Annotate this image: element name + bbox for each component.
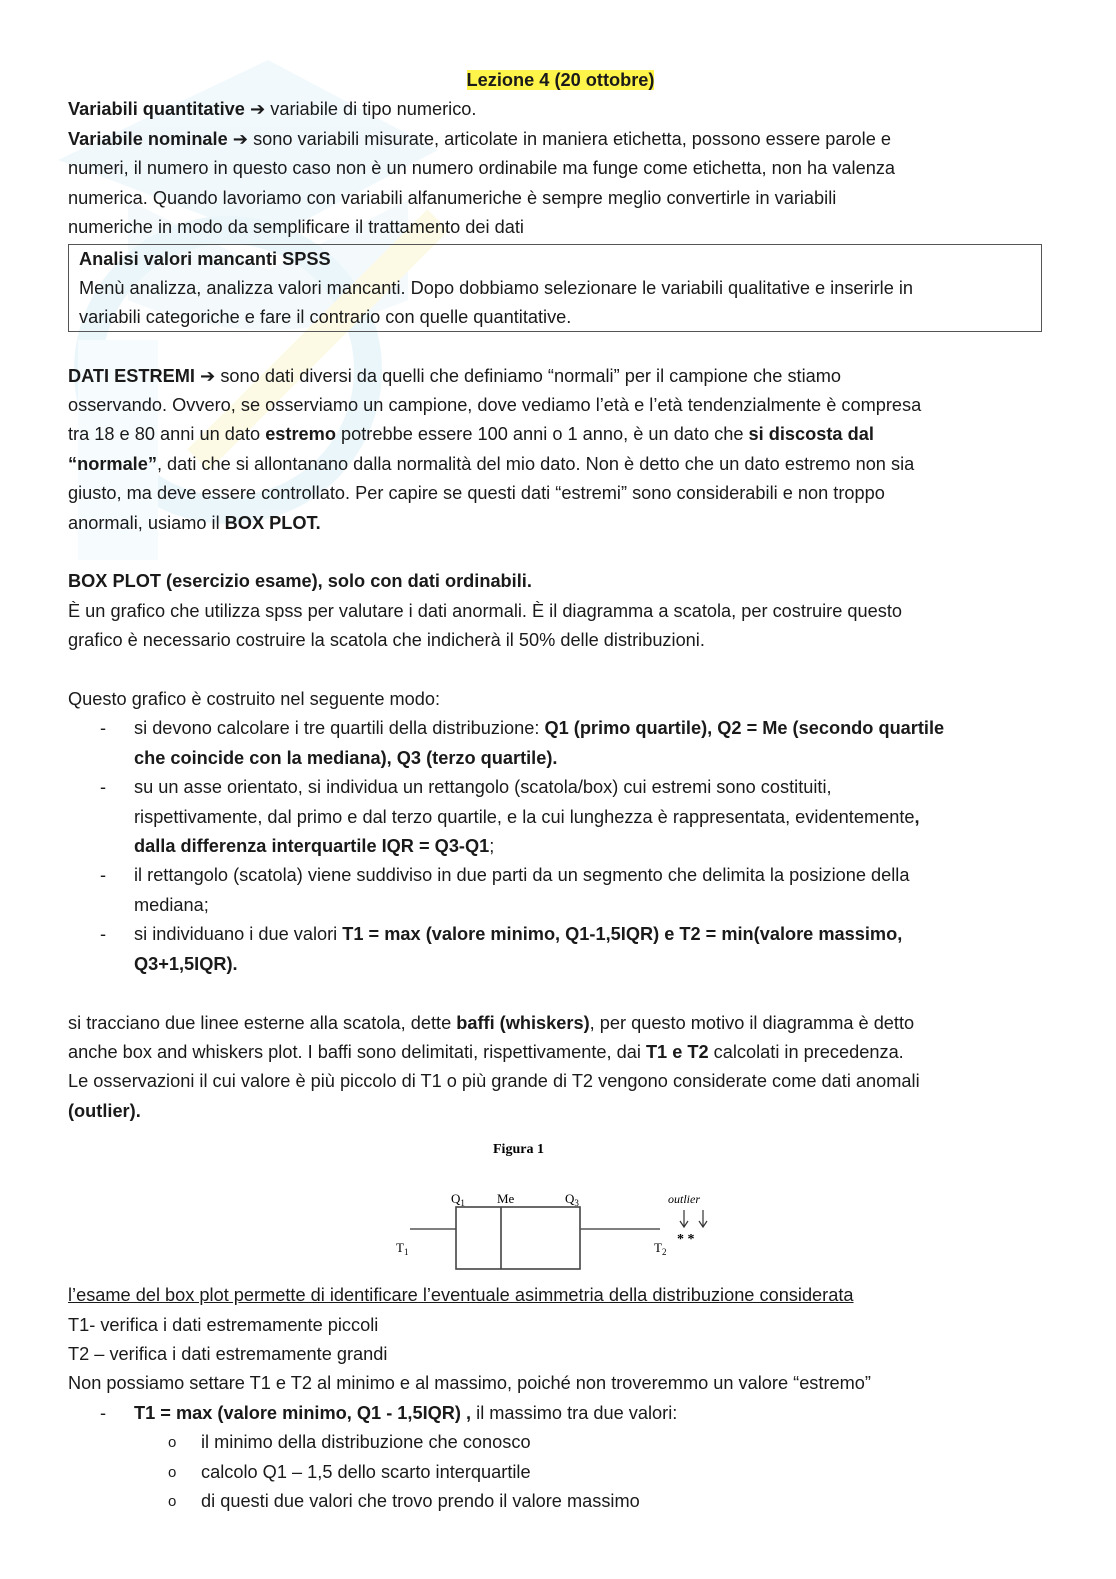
- figure-boxplot: [68, 1126, 1053, 1281]
- paragraph-line: osservando. Ovvero, se osserviamo un campione, dove vediamo l’età e l’età tendenzialmente è compresa: [68, 395, 922, 416]
- arrow-icon: ➔: [200, 365, 216, 386]
- list-item-cont: che coincide con la mediana), Q3 (terzo quartile).: [134, 747, 558, 768]
- lesson-title: Lezione 4 (20 ottobre): [466, 70, 655, 90]
- q3-label: $Q_3$: [565, 1191, 579, 1209]
- paragraph-line: T2 – verifica i dati estremamente grandi: [68, 1343, 388, 1364]
- paragraph-line: anche box and whiskers plot. I baffi sono delimitati, rispettivamente, dai T1 e T2 calcolati in precedenza.: [68, 1041, 904, 1062]
- list-item-cont: dalla differenza interquartile IQR = Q3-Q1;: [134, 836, 495, 857]
- paragraph-line: si tracciano due linee esterne alla scatola, dette baffi (whiskers), per questo motivo il diagramma è detto: [68, 1012, 915, 1033]
- box-rect: [456, 1207, 580, 1269]
- sub-list-item: o di questi due valori che trovo prendo il valore massimo: [168, 1490, 640, 1511]
- box-heading: Analisi valori mancanti SPSS: [79, 249, 331, 270]
- paragraph-line: numeri, il numero in questo caso non è un numero ordinabile ma funge come etichetta, non ha valenza: [68, 158, 896, 179]
- paragraph-line: Le osservazioni il cui valore è più piccolo di T1 o più grande di T2 vengono considerate come dati anomali: [68, 1071, 920, 1092]
- extremes-line: DATI ESTREMI ➔ sono dati diversi da quelli che definiamo “normali” per il campione che stiamo: [68, 365, 842, 386]
- me-label: Me: [497, 1191, 515, 1207]
- paragraph-line: Non possiamo settare T1 e T2 al minimo e al massimo, poiché non troveremmo un valore “estremo”: [68, 1373, 871, 1394]
- sub-list-item: o il minimo della distribuzione che conosco: [168, 1432, 531, 1453]
- paragraph-line: numerica. Quando lavoriamo con variabili alfanumeriche è sempre meglio convertirle in variabili: [68, 187, 837, 208]
- boxplot-diagram: [388, 1126, 728, 1281]
- paragraph-line: numeriche in modo da semplificare il trattamento dei dati: [68, 217, 524, 238]
- arrow-icon: ➔: [249, 99, 266, 120]
- paragraph-line: T1- verifica i dati estremamente piccoli: [68, 1314, 379, 1335]
- list-item: - si devono calcolare i tre quartili della distribuzione: Q1 (primo quartile), Q2 = Me (secondo quartile: [100, 718, 945, 739]
- paragraph-line: giusto, ma deve essere controllato. Per capire se questi dati “estremi” sono considerabili e non troppo: [68, 483, 885, 504]
- paragraph-line: tra 18 e 80 anni un dato estremo potrebbe essere 100 anni o 1 anno, è un dato che si discosta dal: [68, 424, 874, 445]
- list-item: - su un asse orientato, si individua un rettangolo (scatola/box) cui estremi sono costituiti,: [100, 777, 832, 798]
- spss-note-box: [68, 244, 1042, 332]
- paragraph-line: È un grafico che utilizza spss per valutare i dati anormali. È il diagramma a scatola, per costruire questo: [68, 600, 902, 621]
- paragraph-line: Questo grafico è costruito nel seguente modo:: [68, 689, 441, 710]
- t2-label: $T_2$: [654, 1240, 667, 1258]
- boxplot-heading: BOX PLOT (esercizio esame), solo con dati ordinabili.: [68, 571, 532, 592]
- quant-def: Variabili quantitative ➔ variabile di tipo numerico.: [68, 99, 477, 120]
- list-item: - il rettangolo (scatola) viene suddiviso in due parti da un segmento che delimita la posizione della: [100, 865, 910, 886]
- box-line: Menù analizza, analizza valori mancanti. Dopo dobbiamo selezionare le variabili qualitative e inserirle in: [79, 278, 914, 299]
- nominal-def: Variabile nominale ➔ sono variabili misurate, articolate in maniera etichetta, possono essere parole e: [68, 128, 891, 149]
- list-item-cont: mediana;: [134, 894, 209, 915]
- paragraph-line: grafico è necessario costruire la scatola che indicherà il 50% delle distribuzioni.: [68, 630, 705, 651]
- figure-caption: Figura 1: [493, 1142, 544, 1158]
- list-item-cont: rispettivamente, dal primo e dal terzo quartile, e la cui lunghezza è rappresentata, evidentemente,: [134, 806, 920, 827]
- list-item: - T1 = max (valore minimo, Q1 - 1,5IQR) , il massimo tra due valori:: [100, 1402, 678, 1423]
- paragraph-line: (outlier).: [68, 1100, 141, 1121]
- list-item-cont: Q3+1,5IQR).: [134, 953, 238, 974]
- box-line: variabili categoriche e fare il contrario con quelle quantitative.: [79, 306, 572, 327]
- document-page: [68, 66, 1053, 1516]
- outlier-label: outlier: [668, 1192, 700, 1207]
- q1-label: $Q_1$: [451, 1191, 465, 1209]
- paragraph-line: anormali, usiamo il BOX PLOT.: [68, 512, 321, 533]
- sub-list-item: o calcolo Q1 – 1,5 dello scarto interquartile: [168, 1461, 531, 1482]
- outlier-points: * *: [677, 1232, 695, 1248]
- list-item: - si individuano i due valori T1 = max (valore minimo, Q1-1,5IQR) e T2 = min(valore massimo,: [100, 924, 903, 945]
- paragraph-line: “normale”, dati che si allontanano dalla normalità del mio dato. Non è detto che un dato estremo non sia: [68, 453, 915, 474]
- underlined-statement: l’esame del box plot permette di identificare l’eventuale asimmetria della distribuzione considerata: [68, 1285, 854, 1306]
- arrow-icon: ➔: [232, 128, 249, 149]
- t1-label: $T_1$: [396, 1240, 409, 1258]
